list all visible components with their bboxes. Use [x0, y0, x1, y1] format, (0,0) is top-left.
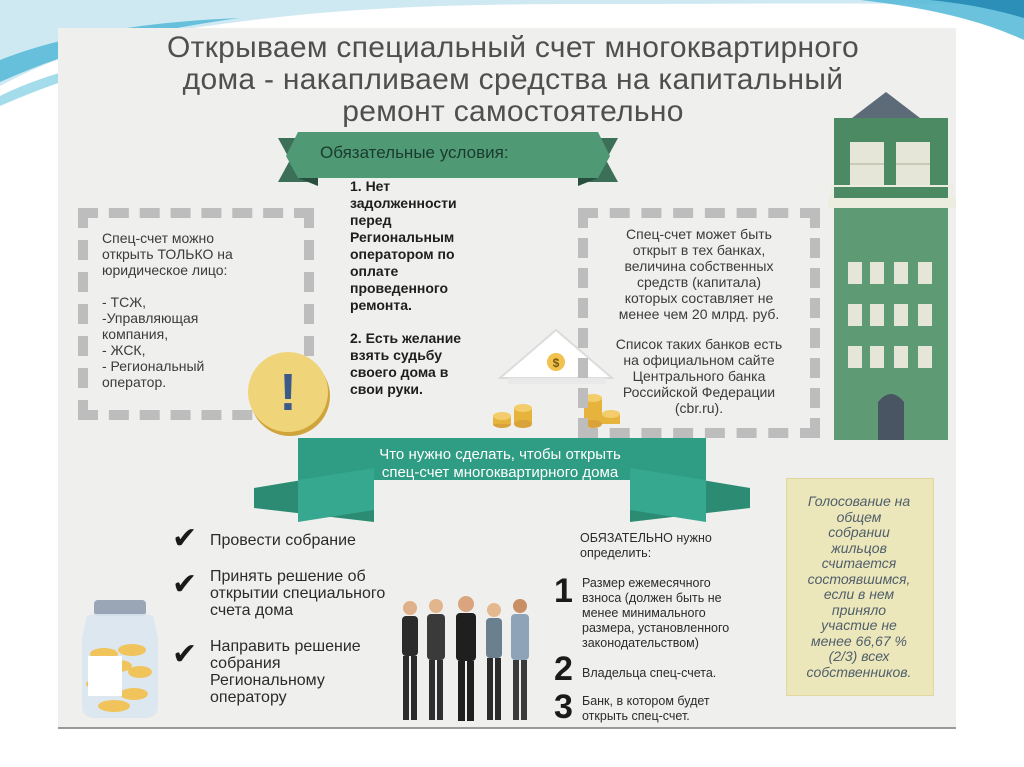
text-line: Банк, в котором будет [582, 694, 710, 708]
text-line: собрания [210, 655, 281, 672]
banks-text [590, 226, 808, 416]
exclamation-badge-icon [246, 350, 334, 438]
title-line: ремонт самостоятельно [342, 95, 684, 128]
must-define-heading [580, 531, 712, 561]
title-line: дома - накапливаем средства на капитальный [182, 63, 844, 96]
text-line: Центрального банка [632, 368, 766, 384]
text-line: юридическое лицо: [102, 262, 228, 278]
text-line: открытии специального [210, 585, 386, 602]
check-icon: ✔ [172, 522, 198, 555]
text-line: состоявшимся, [807, 570, 911, 587]
text-line: законодательством) [582, 636, 699, 650]
text-line: величина собственных [624, 258, 774, 274]
task-item [210, 638, 361, 706]
step-number: 1 [554, 572, 573, 610]
text-line: свои руки. [350, 381, 423, 397]
task-item [210, 568, 385, 619]
step-number: 2 [554, 650, 573, 688]
text-line: приняло [831, 601, 887, 618]
text-line: оператор. [102, 374, 167, 390]
text-line: жильцов [831, 539, 887, 556]
definition-item [582, 576, 729, 651]
text-line: счета дома [210, 602, 294, 619]
people-group-icon [396, 596, 556, 726]
text-line: Что нужно сделать, чтобы открыть [379, 446, 621, 463]
text-line: которых составляет не [624, 290, 774, 306]
text-line: менее чем 20 млрд. руб. [618, 306, 780, 322]
text-line: Направить решение [210, 638, 361, 655]
text-line: Провести собрание [210, 532, 356, 549]
text-line: оплате [350, 263, 399, 279]
text-line: - ЖСК, [102, 342, 146, 358]
text-line: менее минимального [582, 606, 706, 620]
text-line: открыт в тех банках, [632, 242, 766, 258]
text-line: компания, [102, 326, 169, 342]
conditions-list [350, 178, 500, 398]
apartment-building-icon [828, 90, 956, 442]
text-line: оператору [210, 689, 287, 706]
voting-note-text [786, 494, 932, 680]
text-line: Спец-счет может быть [626, 226, 772, 242]
text-line: открыть ТОЛЬКО на [102, 246, 233, 262]
bottom-divider [58, 727, 956, 729]
text-line: определить: [580, 546, 652, 560]
definition-item [582, 666, 716, 681]
text-line: -Управляющая [102, 310, 199, 326]
text-line: если в нем [823, 586, 895, 602]
text-line: Российской Федерации [622, 384, 776, 400]
text-line: перед [350, 212, 392, 228]
text-line: на официальном сайте [623, 352, 775, 368]
text-line: ремонта. [350, 297, 412, 313]
text-line: взноса (должен быть не [582, 591, 722, 605]
text-line: Список таких банков есть [615, 336, 783, 352]
text-line: 1. Нет [350, 178, 391, 194]
text-line: - Региональный [102, 358, 205, 374]
text-line: размера, установленного [582, 621, 730, 635]
page-title [88, 32, 938, 128]
text-line: считается [821, 555, 897, 571]
text-line: спец-счет многоквартирного дома [381, 464, 619, 481]
dollar-glyph: $ [552, 356, 560, 370]
exclamation-glyph: ! [279, 364, 297, 422]
text-line: взять судьбу [350, 347, 443, 363]
text-line: Голосование на [807, 493, 911, 509]
text-line: оператором по [350, 246, 455, 262]
text-line: (cbr.ru). [674, 400, 724, 416]
text-line: Региональному [210, 672, 325, 689]
check-icon: ✔ [172, 568, 198, 601]
text-line: участие не [821, 617, 897, 633]
title-line: Открываем специальный счет многоквартирного [167, 31, 859, 64]
text-line: проведенного [350, 280, 449, 296]
text-line: своего дома в [350, 364, 449, 380]
check-icon: ✔ [172, 638, 198, 671]
text-line: задолженности [350, 195, 457, 211]
text-line: средств (капитала) [636, 274, 762, 290]
text-line: - ТСЖ, [102, 294, 147, 310]
mandatory-ribbon-label: Обязательные условия: [320, 143, 509, 162]
task-item [210, 532, 356, 549]
definition-item [582, 694, 710, 724]
text-line: ОБЯЗАТЕЛЬНО нужно [580, 531, 712, 545]
step-number: 3 [554, 688, 573, 726]
text-line: собрании [828, 524, 890, 540]
text-line: (2/3) всех [828, 648, 890, 664]
text-line: открыть спец-счет. [582, 709, 690, 723]
what-to-do-banner-label [302, 446, 698, 482]
text-line: Размер ежемесячного [582, 576, 711, 590]
coin-jar-icon [74, 598, 166, 722]
text-line: собственников. [806, 663, 912, 680]
text-line: Региональным [350, 229, 455, 245]
text-line: Владельца спец-счета. [582, 666, 717, 680]
text-line: общем [836, 508, 882, 525]
text-line: Спец-счет можно [102, 230, 215, 246]
text-line: Принять решение об [210, 568, 366, 585]
text-line: 2. Есть желание [350, 330, 462, 346]
text-line: менее 66,67 % [811, 632, 907, 649]
slide-panel [58, 28, 956, 728]
